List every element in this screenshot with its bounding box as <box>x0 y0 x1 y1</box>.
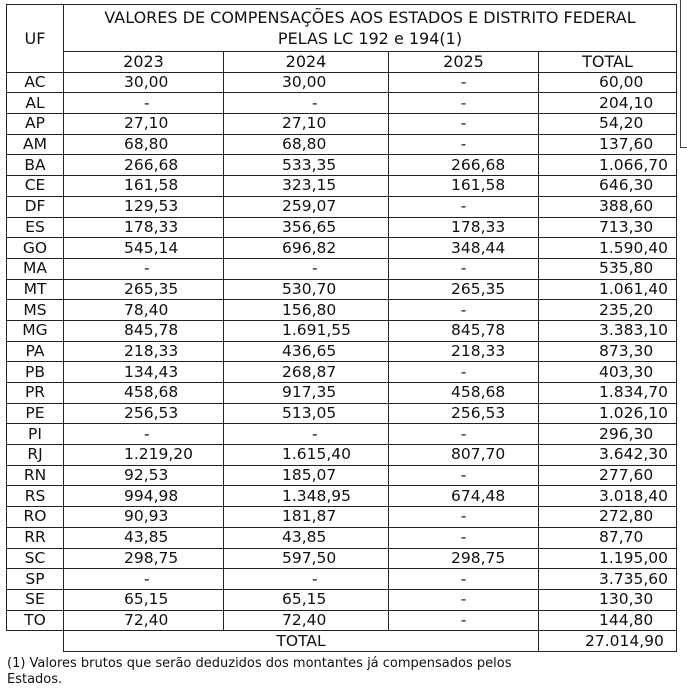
value-2024-cell: 185,07 <box>224 465 389 486</box>
column-header-2024: 2024 <box>224 52 389 73</box>
value-2024-cell: 68,80 <box>224 134 389 155</box>
uf-cell: AL <box>7 93 64 114</box>
title-line-2: PELAS LC 192 e 194(1) <box>277 29 463 48</box>
value-2025-cell: - <box>389 93 539 114</box>
table-row <box>7 176 677 197</box>
uf-cell: RS <box>7 486 64 507</box>
value-2024-cell: 1.691,55 <box>224 320 389 341</box>
total-cell: 403,30 <box>539 362 677 383</box>
total-cell: 87,70 <box>539 527 677 548</box>
uf-cell: SP <box>7 569 64 590</box>
value-2023-cell: 68,80 <box>64 134 224 155</box>
value-2023-cell: - <box>64 569 224 590</box>
value-2024-cell: 43,85 <box>224 527 389 548</box>
uf-cell: SC <box>7 548 64 569</box>
value-2023-cell: 43,85 <box>64 527 224 548</box>
value-2024-cell: 72,40 <box>224 610 389 631</box>
uf-cell: PR <box>7 383 64 404</box>
table-row <box>7 114 677 135</box>
value-2025-cell: - <box>389 300 539 321</box>
total-cell: 272,80 <box>539 507 677 528</box>
table-row <box>7 320 677 341</box>
table-row <box>7 341 677 362</box>
value-2023-cell: 65,15 <box>64 589 224 610</box>
table-row <box>7 569 677 590</box>
value-2024-cell: 181,87 <box>224 507 389 528</box>
value-2023-cell: - <box>64 258 224 279</box>
table-row <box>7 238 677 259</box>
uf-cell: RN <box>7 465 64 486</box>
grand-total-row <box>7 631 677 652</box>
total-cell: 296,30 <box>539 424 677 445</box>
total-cell: 144,80 <box>539 610 677 631</box>
total-cell: 204,10 <box>539 93 677 114</box>
total-cell: 1.590,40 <box>539 238 677 259</box>
uf-cell: RO <box>7 507 64 528</box>
value-2023-cell: 298,75 <box>64 548 224 569</box>
value-2024-cell: 513,05 <box>224 403 389 424</box>
value-2025-cell: - <box>389 114 539 135</box>
table-row <box>7 445 677 466</box>
uf-cell: SE <box>7 589 64 610</box>
column-header-2025: 2025 <box>389 52 539 73</box>
value-2024-cell: - <box>224 93 389 114</box>
total-cell: 3.383,10 <box>539 320 677 341</box>
uf-cell: BA <box>7 155 64 176</box>
total-cell: 137,60 <box>539 134 677 155</box>
table-row <box>7 93 677 114</box>
value-2024-cell: 323,15 <box>224 176 389 197</box>
value-2025-cell: - <box>389 258 539 279</box>
footnote: (1) Valores brutos que serão deduzidos dos montantes já compensados pelos Estados. <box>7 656 512 687</box>
value-2024-cell: 268,87 <box>224 362 389 383</box>
total-cell: 3.642,30 <box>539 445 677 466</box>
value-2023-cell: 134,43 <box>64 362 224 383</box>
uf-cell: TO <box>7 610 64 631</box>
value-2023-cell: 218,33 <box>64 341 224 362</box>
value-2023-cell: 458,68 <box>64 383 224 404</box>
value-2024-cell: 356,65 <box>224 217 389 238</box>
value-2023-cell: 90,93 <box>64 507 224 528</box>
value-2024-cell: - <box>224 258 389 279</box>
table-row <box>7 217 677 238</box>
value-2023-cell: 845,78 <box>64 320 224 341</box>
uf-header: UF <box>7 5 64 73</box>
value-2025-cell: - <box>389 72 539 93</box>
grand-total-value: 27.014,90 <box>539 631 677 652</box>
value-2025-cell: - <box>389 610 539 631</box>
table-row <box>7 279 677 300</box>
uf-cell: AC <box>7 72 64 93</box>
table-row <box>7 258 677 279</box>
total-cell: 388,60 <box>539 196 677 217</box>
value-2025-cell: 845,78 <box>389 320 539 341</box>
total-cell: 277,60 <box>539 465 677 486</box>
value-2023-cell: 265,35 <box>64 279 224 300</box>
value-2025-cell: 218,33 <box>389 341 539 362</box>
value-2025-cell: 256,53 <box>389 403 539 424</box>
uf-cell: AP <box>7 114 64 135</box>
value-2023-cell: 72,40 <box>64 610 224 631</box>
value-2025-cell: - <box>389 424 539 445</box>
value-2024-cell: 156,80 <box>224 300 389 321</box>
value-2023-cell: - <box>64 93 224 114</box>
value-2023-cell: 129,53 <box>64 196 224 217</box>
table-row <box>7 589 677 610</box>
table-row <box>7 155 677 176</box>
value-2023-cell: 266,68 <box>64 155 224 176</box>
value-2024-cell: - <box>224 569 389 590</box>
table-row <box>7 486 677 507</box>
compensation-table <box>6 4 677 652</box>
table-row <box>7 465 677 486</box>
total-cell: 54,20 <box>539 114 677 135</box>
value-2024-cell: 533,35 <box>224 155 389 176</box>
uf-cell: PB <box>7 362 64 383</box>
value-2025-cell: 458,68 <box>389 383 539 404</box>
table-row <box>7 300 677 321</box>
total-cell: 3.018,40 <box>539 486 677 507</box>
title-line-1: VALORES DE COMPENSAÇÕES AOS ESTADOS E DISTRITO FEDERAL <box>104 8 636 27</box>
uf-cell: RJ <box>7 445 64 466</box>
value-2025-cell: 348,44 <box>389 238 539 259</box>
uf-cell: GO <box>7 238 64 259</box>
value-2025-cell: 298,75 <box>389 548 539 569</box>
table-title <box>64 5 677 52</box>
total-cell: 235,20 <box>539 300 677 321</box>
value-2023-cell: 27,10 <box>64 114 224 135</box>
header-row <box>7 5 677 52</box>
table-row <box>7 527 677 548</box>
total-cell: 3.735,60 <box>539 569 677 590</box>
table-row <box>7 403 677 424</box>
grand-total-label: TOTAL <box>64 631 539 652</box>
table-row <box>7 610 677 631</box>
value-2023-cell: - <box>64 424 224 445</box>
uf-cell: ES <box>7 217 64 238</box>
total-cell: 1.061,40 <box>539 279 677 300</box>
value-2025-cell: - <box>389 362 539 383</box>
uf-cell: RR <box>7 527 64 548</box>
value-2025-cell: 265,35 <box>389 279 539 300</box>
value-2024-cell: 30,00 <box>224 72 389 93</box>
value-2024-cell: 259,07 <box>224 196 389 217</box>
value-2024-cell: 27,10 <box>224 114 389 135</box>
total-cell: 646,30 <box>539 176 677 197</box>
value-2023-cell: 161,58 <box>64 176 224 197</box>
total-cell: 535,80 <box>539 258 677 279</box>
value-2023-cell: 30,00 <box>64 72 224 93</box>
table-row <box>7 362 677 383</box>
value-2025-cell: 807,70 <box>389 445 539 466</box>
table-row <box>7 196 677 217</box>
value-2024-cell: 1.348,95 <box>224 486 389 507</box>
value-2025-cell: - <box>389 589 539 610</box>
value-2025-cell: - <box>389 527 539 548</box>
value-2023-cell: 256,53 <box>64 403 224 424</box>
edge-border-tick <box>680 147 687 148</box>
table-row <box>7 548 677 569</box>
table-row <box>7 72 677 93</box>
total-cell: 130,30 <box>539 589 677 610</box>
value-2023-cell: 92,53 <box>64 465 224 486</box>
value-2023-cell: 1.219,20 <box>64 445 224 466</box>
uf-cell: MT <box>7 279 64 300</box>
total-cell: 1.066,70 <box>539 155 677 176</box>
column-header-2023: 2023 <box>64 52 224 73</box>
edge-border-line <box>680 0 681 148</box>
value-2024-cell: 696,82 <box>224 238 389 259</box>
value-2024-cell: 597,50 <box>224 548 389 569</box>
value-2025-cell: - <box>389 134 539 155</box>
value-2024-cell: 65,15 <box>224 589 389 610</box>
value-2023-cell: 78,40 <box>64 300 224 321</box>
uf-cell: MA <box>7 258 64 279</box>
value-2025-cell: 266,68 <box>389 155 539 176</box>
table-row <box>7 134 677 155</box>
value-2023-cell: 178,33 <box>64 217 224 238</box>
uf-cell: AM <box>7 134 64 155</box>
uf-cell: DF <box>7 196 64 217</box>
value-2025-cell: - <box>389 196 539 217</box>
table-row <box>7 507 677 528</box>
value-2025-cell: 178,33 <box>389 217 539 238</box>
value-2024-cell: 436,65 <box>224 341 389 362</box>
year-header-row <box>7 52 677 73</box>
value-2024-cell: 530,70 <box>224 279 389 300</box>
table-row <box>7 383 677 404</box>
value-2025-cell: - <box>389 507 539 528</box>
uf-cell: CE <box>7 176 64 197</box>
value-2023-cell: 994,98 <box>64 486 224 507</box>
total-cell: 1.195,00 <box>539 548 677 569</box>
uf-cell: MS <box>7 300 64 321</box>
table-row <box>7 424 677 445</box>
value-2025-cell: - <box>389 569 539 590</box>
value-2023-cell: 545,14 <box>64 238 224 259</box>
total-cell: 1.026,10 <box>539 403 677 424</box>
value-2025-cell: - <box>389 465 539 486</box>
value-2024-cell: 1.615,40 <box>224 445 389 466</box>
value-2025-cell: 161,58 <box>389 176 539 197</box>
total-cell: 873,30 <box>539 341 677 362</box>
uf-cell: MG <box>7 320 64 341</box>
total-cell: 1.834,70 <box>539 383 677 404</box>
value-2025-cell: 674,48 <box>389 486 539 507</box>
total-cell: 60,00 <box>539 72 677 93</box>
value-2024-cell: - <box>224 424 389 445</box>
uf-cell: PI <box>7 424 64 445</box>
uf-cell: PA <box>7 341 64 362</box>
total-cell: 713,30 <box>539 217 677 238</box>
column-header-total: TOTAL <box>539 52 677 73</box>
grand-total-spacer <box>7 631 64 652</box>
uf-cell: PE <box>7 403 64 424</box>
value-2024-cell: 917,35 <box>224 383 389 404</box>
